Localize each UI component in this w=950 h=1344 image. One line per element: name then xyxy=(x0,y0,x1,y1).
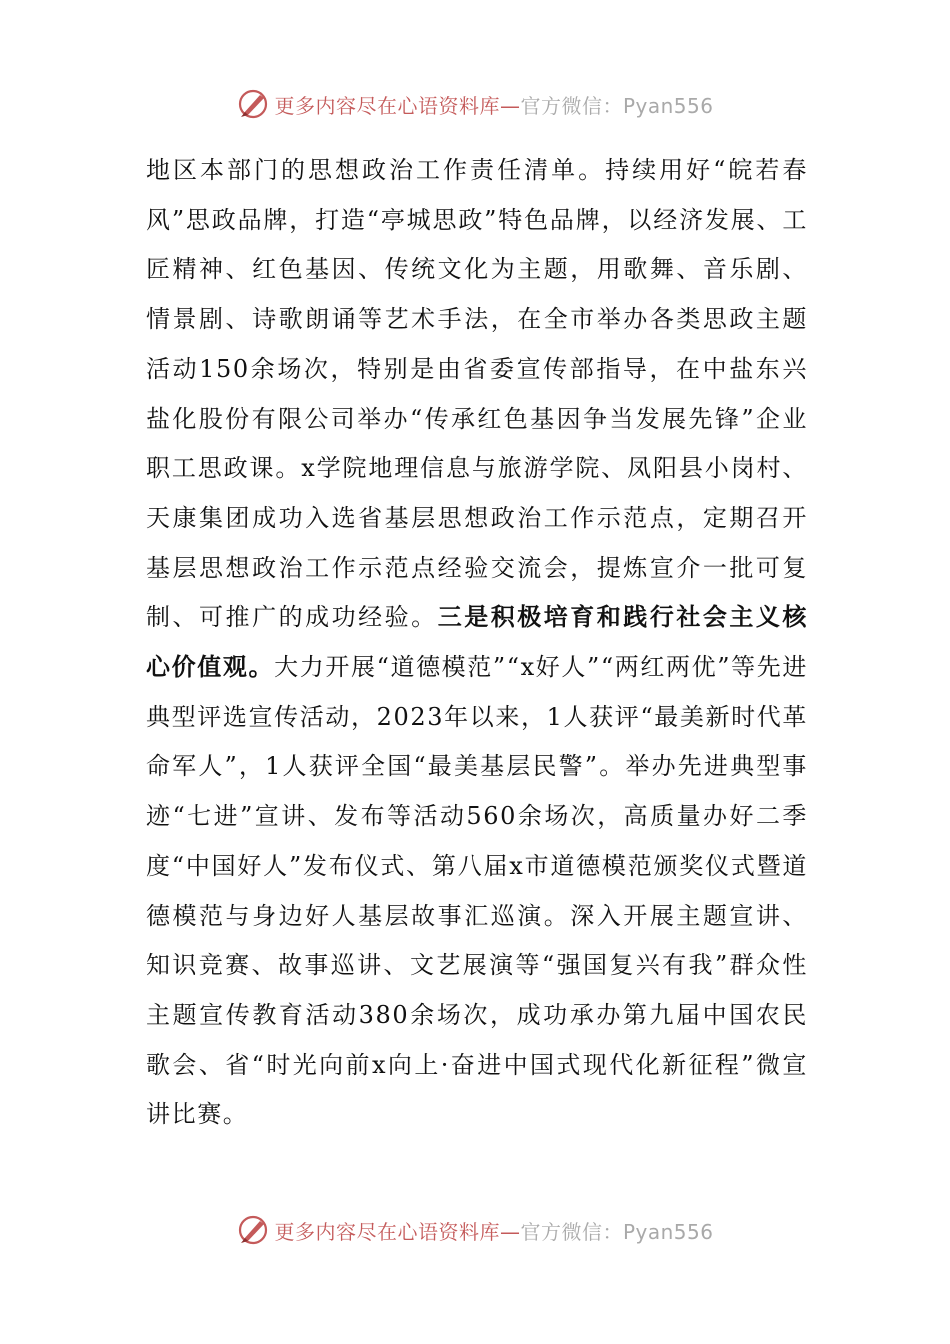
banner-text xyxy=(274,1216,713,1245)
section-heading: 三是积极培育和践行社会主义核心价值观。 xyxy=(146,603,808,682)
banner-main-text: 更多内容尽在心语资料库— xyxy=(274,1219,521,1244)
banner-text xyxy=(274,90,713,119)
banner-wechat-text: 官方微信：Pyan556 xyxy=(520,1219,714,1244)
pen-circle-logo-icon xyxy=(236,87,270,121)
body-paragraph xyxy=(146,146,808,1140)
banner-wechat-text: 官方微信：Pyan556 xyxy=(520,93,714,118)
header-banner xyxy=(0,82,950,126)
banner-main-text: 更多内容尽在心语资料库— xyxy=(274,93,521,118)
footer-banner xyxy=(0,1208,950,1252)
paragraph-end-text: 大力开展“道德模范”“x好人”“两红两优”等先进典型评选宣传活动，2023年以来，1人获评“最美新时代革命军人”，1人获评全国“最美基层民警”。举办先进典型事迹“七进”宣讲、发布等活动560余场次，高质量办好二季度“中国好人”发布仪式、第八届x市道德模范颁奖仪式暨道德模范与身边好人基层故事汇巡演。深入开展主题宣讲、知识竞赛、故事巡讲、文艺展演等“强国复兴有我”群众性主题宣传教育活动380余场次，成功承办第九届中国农民歌会、省“时光向前x向上·奋进中国式现代化新征程”微宣讲比赛。 xyxy=(146,653,808,1129)
pen-circle-logo-icon xyxy=(236,1213,270,1247)
paragraph-start-text: 地区本部门的思想政治工作责任清单。持续用好“皖若春风”思政品牌，打造“亭城思政”特色品牌，以经济发展、工匠精神、红色基因、传统文化为主题，用歌舞、音乐剧、情景剧、诗歌朗诵等艺术手法，在全市举办各类思政主题活动150余场次，特别是由省委宣传部指导，在中盐东兴盐化股份有限公司举办“传承红色基因争当发展先锋”企业职工思政课。x学院地理信息与旅游学院、凤阳县小岗村、天康集团成功入选省基层思想政治工作示范点，定期召开基层思想政治工作示范点经验交流会，提炼宣介一批可复制、可推广的成功经验。 xyxy=(146,156,808,632)
